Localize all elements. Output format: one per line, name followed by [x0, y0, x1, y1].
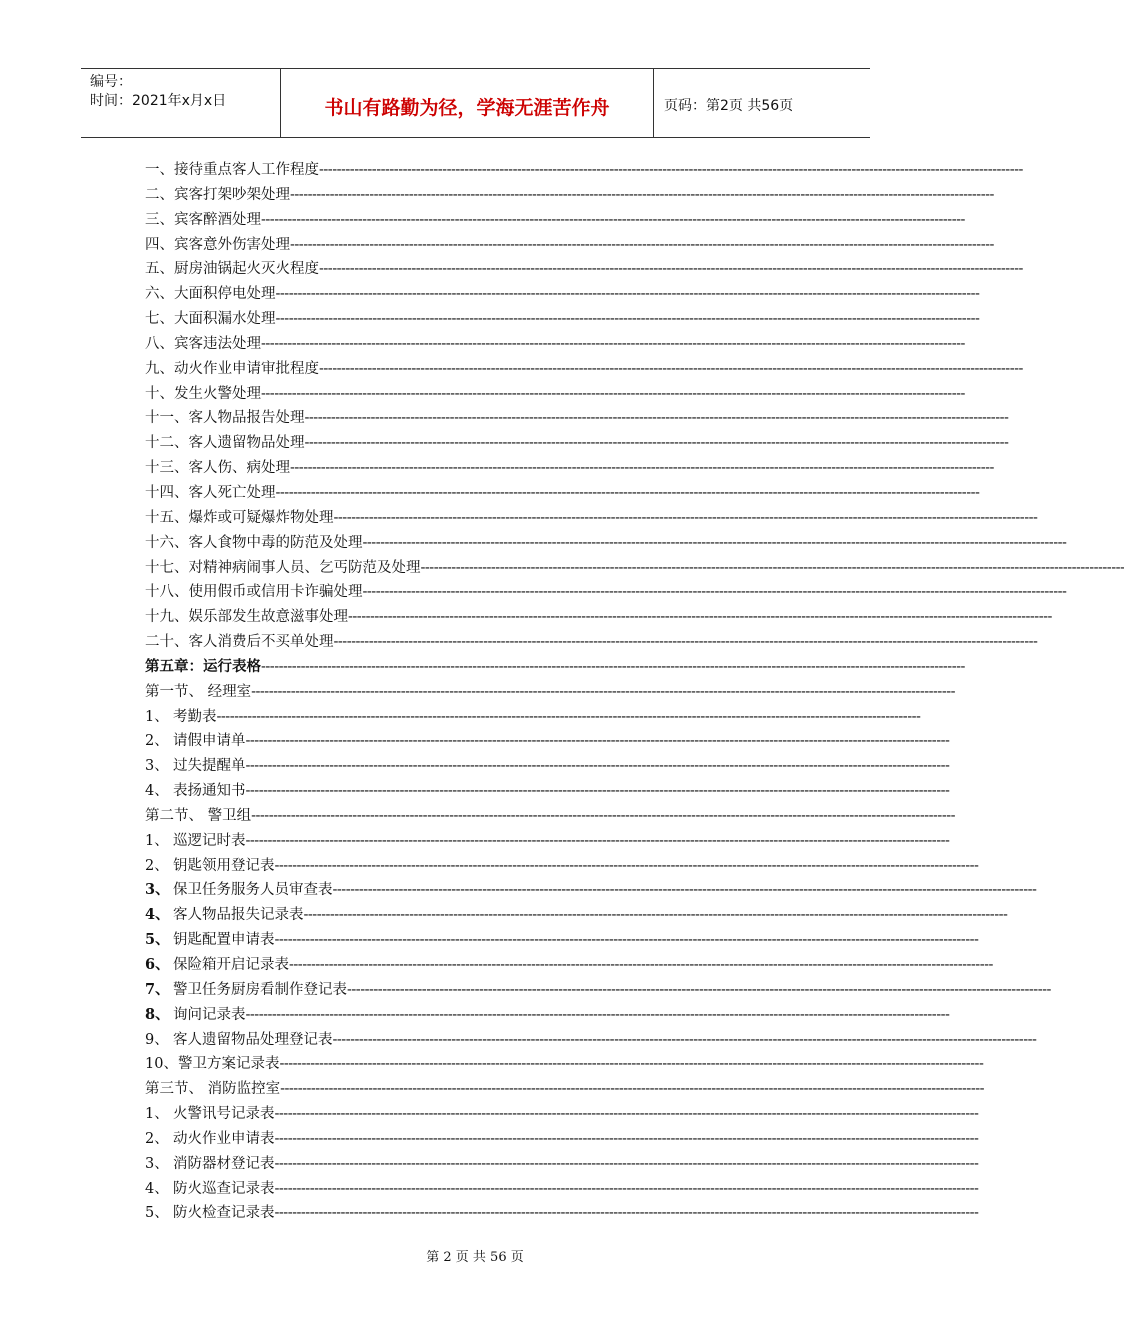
toc-entry-title: 二、宾客打架吵架处理: [145, 186, 290, 203]
toc-entry-number: 1、: [145, 1106, 169, 1123]
toc-dot-leader: ----------------------------------------------------------------------------------------------------------------------------------------------------------------: [261, 658, 965, 675]
toc-dot-leader: ----------------------------------------------------------------------------------------------------------------------------------------------------------------: [245, 783, 950, 800]
toc-entry-title: 十六、客人食物中毒的防范及处理: [145, 534, 363, 551]
toc-entry: [145, 1077, 985, 1102]
toc-entry-title: 一、接待重点客人工作程度: [145, 162, 319, 178]
toc-entry: [145, 431, 1009, 456]
toc-entry-number: 4、: [145, 906, 170, 924]
toc-entry-number: 9、: [145, 1031, 169, 1048]
toc-entry: [145, 1052, 984, 1077]
toc-entry-title: 十一、客人物品报告处理: [145, 410, 305, 427]
toc-dot-leader: ----------------------------------------------------------------------------------------------------------------------------------------------------------------: [274, 1130, 979, 1147]
toc-entry-number: 4、: [145, 783, 169, 800]
toc-entry: [145, 307, 980, 332]
toc-entry: [145, 1177, 979, 1202]
header-page-info: 页码：第2页 共56页: [664, 98, 794, 114]
toc-entry-title: 六、大面积停电处理: [145, 286, 276, 303]
toc-entry: [145, 779, 950, 804]
toc-entry-title: 消防器材登记表: [173, 1155, 275, 1172]
toc-entry-title: 十三、客人伤、病处理: [145, 460, 290, 477]
toc-entry: [145, 754, 950, 779]
toc-entry: [145, 1003, 950, 1028]
toc-dot-leader: ----------------------------------------------------------------------------------------------------------------------------------------------------------------: [261, 335, 965, 352]
toc-entry-title: 钥匙配置申请表: [173, 932, 275, 949]
toc-entry-title: 10、警卫方案记录表: [145, 1056, 280, 1073]
toc-entry-title: 询问记录表: [173, 1006, 246, 1023]
toc-dot-leader: ----------------------------------------------------------------------------------------------------------------------------------------------------------------: [261, 385, 965, 402]
toc-dot-leader: ----------------------------------------------------------------------------------------------------------------------------------------------------------------: [319, 261, 1023, 278]
toc-dot-leader: ----------------------------------------------------------------------------------------------------------------------------------------------------------------: [348, 609, 1052, 626]
toc-dot-leader: ----------------------------------------------------------------------------------------------------------------------------------------------------------------: [275, 484, 980, 501]
toc-entry-number: 1、: [145, 832, 169, 849]
toc-entry-title: 防火检查记录表: [173, 1205, 275, 1222]
toc-entry: [145, 506, 1038, 531]
toc-dot-leader: ----------------------------------------------------------------------------------------------------------------------------------------------------------------: [362, 584, 1067, 601]
toc-entry: [145, 357, 1023, 382]
toc-dot-leader: ----------------------------------------------------------------------------------------------------------------------------------------------------------------: [332, 882, 1037, 899]
toc-entry: [145, 1127, 979, 1152]
page-footer: 第 2 页 共 56 页: [426, 1250, 524, 1265]
toc-entry-title: 九、动火作业申请审批程度: [145, 360, 319, 377]
toc-dot-leader: ----------------------------------------------------------------------------------------------------------------------------------------------------------------: [275, 311, 980, 328]
toc-entry-title: 火警讯号记录表: [173, 1106, 275, 1123]
toc-dot-leader: ----------------------------------------------------------------------------------------------------------------------------------------------------------------: [290, 236, 994, 253]
toc-dot-leader: ----------------------------------------------------------------------------------------------------------------------------------------------------------------: [274, 1106, 979, 1123]
page-header: [81, 68, 870, 138]
toc-dot-leader: ----------------------------------------------------------------------------------------------------------------------------------------------------------------: [245, 1006, 950, 1023]
toc-entry: [145, 580, 1067, 605]
toc-entry: [145, 729, 950, 754]
toc-entry-title: 十七、对精神病闹事人员、乞丐防范及处理: [145, 559, 421, 576]
toc-entry: [145, 257, 1023, 282]
toc-entry-title: 十五、爆炸或可疑爆炸物处理: [145, 509, 334, 526]
toc-entry-number: 2、: [145, 733, 169, 750]
toc-dot-leader: ----------------------------------------------------------------------------------------------------------------------------------------------------------------: [245, 758, 950, 775]
toc-entry-title: 十二、客人遗留物品处理: [145, 435, 305, 452]
toc-entry: [145, 406, 1009, 431]
toc-dot-leader: ----------------------------------------------------------------------------------------------------------------------------------------------------------------: [216, 708, 921, 725]
toc-entry-title: 防火巡查记录表: [173, 1180, 275, 1197]
toc-entry: [145, 630, 1038, 655]
toc-entry-title: 八、宾客违法处理: [145, 335, 261, 352]
toc-dot-leader: ----------------------------------------------------------------------------------------------------------------------------------------------------------------: [333, 634, 1038, 651]
toc-entry-number: 3、: [145, 1155, 169, 1172]
toc-entry-title: 七、大面积漏水处理: [145, 311, 276, 328]
toc-entry: [145, 854, 979, 879]
toc-entry-number: 3、: [145, 881, 170, 899]
toc-entry: [145, 829, 950, 854]
toc-entry-number: 5、: [145, 1205, 169, 1222]
table-of-contents: [145, 158, 1124, 1226]
toc-entry: [145, 878, 1037, 903]
toc-entry: [145, 556, 1124, 581]
toc-entry-title: 五、厨房油锅起火灭火程度: [145, 261, 319, 278]
toc-dot-leader: ----------------------------------------------------------------------------------------------------------------------------------------------------------------: [289, 957, 993, 973]
toc-entry-number: 2、: [145, 857, 169, 874]
toc-entry-title: 警卫任务厨房看制作登记表: [173, 981, 347, 998]
toc-entry-number: 5、: [145, 931, 170, 949]
toc-dot-leader: ----------------------------------------------------------------------------------------------------------------------------------------------------------------: [274, 1155, 979, 1172]
toc-dot-leader: ----------------------------------------------------------------------------------------------------------------------------------------------------------------: [280, 1081, 985, 1098]
toc-entry: [145, 680, 956, 705]
toc-dot-leader: ----------------------------------------------------------------------------------------------------------------------------------------------------------------: [304, 410, 1009, 427]
toc-entry: [145, 233, 994, 258]
toc-entry-title: 客人物品报失记录表: [173, 907, 304, 924]
toc-dot-leader: ----------------------------------------------------------------------------------------------------------------------------------------------------------------: [319, 360, 1023, 377]
toc-dot-leader: ----------------------------------------------------------------------------------------------------------------------------------------------------------------: [420, 559, 1124, 576]
toc-entry-number: 6、: [145, 956, 170, 973]
toc-dot-leader: ----------------------------------------------------------------------------------------------------------------------------------------------------------------: [333, 509, 1038, 526]
toc-entry: [145, 208, 965, 233]
toc-entry-title: 过失提醒单: [173, 758, 246, 775]
toc-entry-title: 第一节、 经理室: [145, 683, 252, 700]
toc-entry-number: 8、: [145, 1005, 170, 1023]
toc-chapter-entry: [145, 655, 965, 680]
toc-entry-number: 1、: [145, 708, 169, 725]
toc-dot-leader: ----------------------------------------------------------------------------------------------------------------------------------------------------------------: [304, 435, 1009, 452]
toc-entry: [145, 481, 980, 506]
toc-entry-title: 十九、娱乐部发生故意滋事处理: [145, 609, 348, 626]
toc-entry: [145, 953, 993, 978]
toc-entry: [145, 928, 979, 953]
toc-entry: [145, 1201, 979, 1226]
toc-entry-number: 7、: [145, 980, 170, 998]
toc-entry-title: 考勤表: [173, 708, 217, 725]
toc-dot-leader: ----------------------------------------------------------------------------------------------------------------------------------------------------------------: [274, 857, 979, 874]
toc-entry-title: 第二节、 警卫组: [145, 807, 252, 824]
toc-entry: [145, 903, 1008, 928]
toc-entry: [145, 282, 980, 307]
number-label: 编号：: [90, 74, 132, 90]
toc-dot-leader: ----------------------------------------------------------------------------------------------------------------------------------------------------------------: [251, 683, 956, 700]
toc-entry-number: 4、: [145, 1180, 169, 1197]
date-label: 时间：2021年x月x日: [90, 93, 227, 109]
toc-entry-title: 第五章：运行表格: [145, 657, 261, 675]
toc-entry-title: 动火作业申请表: [173, 1130, 275, 1147]
toc-entry-title: 钥匙领用登记表: [173, 857, 275, 874]
toc-entry: [145, 1152, 979, 1177]
toc-entry-title: 第三节、 消防监控室: [145, 1081, 281, 1098]
toc-dot-leader: ----------------------------------------------------------------------------------------------------------------------------------------------------------------: [245, 832, 950, 849]
toc-dot-leader: ----------------------------------------------------------------------------------------------------------------------------------------------------------------: [274, 1205, 979, 1222]
toc-entry-title: 保险箱开启记录表: [173, 957, 289, 973]
toc-dot-leader: ----------------------------------------------------------------------------------------------------------------------------------------------------------------: [261, 211, 965, 228]
toc-entry-title: 三、宾客醉酒处理: [145, 211, 261, 228]
toc-entry-number: 2、: [145, 1130, 169, 1147]
toc-entry-title: 十四、客人死亡处理: [145, 484, 276, 501]
toc-entry-title: 十八、使用假币或信用卡诈骗处理: [145, 584, 363, 601]
toc-entry-title: 二十、客人消费后不买单处理: [145, 634, 334, 651]
toc-entry: [145, 183, 994, 208]
toc-entry-title: 客人遗留物品处理登记表: [173, 1031, 333, 1048]
toc-entry-title: 十、发生火警处理: [145, 385, 261, 402]
toc-entry: [145, 978, 1051, 1003]
toc-dot-leader: ----------------------------------------------------------------------------------------------------------------------------------------------------------------: [274, 932, 979, 949]
toc-entry: [145, 1028, 1037, 1053]
toc-dot-leader: ----------------------------------------------------------------------------------------------------------------------------------------------------------------: [332, 1031, 1037, 1048]
toc-entry: [145, 332, 965, 357]
toc-dot-leader: ----------------------------------------------------------------------------------------------------------------------------------------------------------------: [347, 981, 1051, 998]
toc-dot-leader: ----------------------------------------------------------------------------------------------------------------------------------------------------------------: [290, 186, 994, 203]
toc-entry-number: 3、: [145, 758, 169, 775]
toc-entry: [145, 158, 1023, 183]
toc-dot-leader: ----------------------------------------------------------------------------------------------------------------------------------------------------------------: [303, 907, 1008, 924]
header-motto: 书山有路勤为径，学海无涯苦作舟: [281, 69, 654, 137]
toc-entry: [145, 705, 921, 730]
toc-dot-leader: ----------------------------------------------------------------------------------------------------------------------------------------------------------------: [251, 807, 956, 824]
toc-dot-leader: ----------------------------------------------------------------------------------------------------------------------------------------------------------------: [362, 534, 1067, 551]
toc-entry: [145, 531, 1067, 556]
toc-entry: [145, 804, 956, 829]
toc-entry-title: 表扬通知书: [173, 783, 246, 800]
toc-dot-leader: ----------------------------------------------------------------------------------------------------------------------------------------------------------------: [279, 1056, 984, 1073]
toc-entry-title: 请假申请单: [173, 733, 246, 750]
toc-dot-leader: ----------------------------------------------------------------------------------------------------------------------------------------------------------------: [290, 460, 994, 477]
toc-dot-leader: ----------------------------------------------------------------------------------------------------------------------------------------------------------------: [274, 1180, 979, 1197]
toc-dot-leader: ----------------------------------------------------------------------------------------------------------------------------------------------------------------: [319, 162, 1023, 178]
toc-dot-leader: ----------------------------------------------------------------------------------------------------------------------------------------------------------------: [245, 733, 950, 750]
header-meta: [81, 69, 281, 137]
toc-entry-title: 四、宾客意外伤害处理: [145, 236, 290, 253]
toc-entry: [145, 1102, 979, 1127]
toc-entry: [145, 605, 1052, 630]
toc-entry: [145, 382, 965, 407]
toc-entry-title: 巡逻记时表: [173, 832, 246, 849]
toc-dot-leader: ----------------------------------------------------------------------------------------------------------------------------------------------------------------: [275, 286, 980, 303]
toc-entry: [145, 456, 994, 481]
toc-entry-title: 保卫任务服务人员审查表: [173, 882, 333, 899]
